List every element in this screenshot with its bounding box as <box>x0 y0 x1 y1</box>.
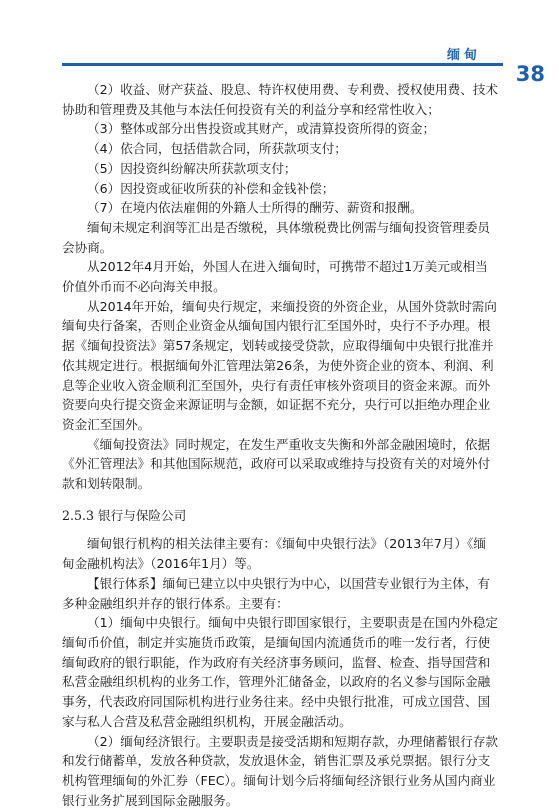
header-rule <box>62 63 503 66</box>
list-item-4: （4）依合同，包括借款合同，所获款项支付； <box>62 139 498 159</box>
running-header-country: 缅甸 <box>447 44 481 63</box>
list-item-2: （2）收益、财产获益、股息、特许权使用费、专利费、授权使用费、技术协助和管理费及其他与本法任何投资有关的利益分享和经常性收入； <box>62 80 498 119</box>
paragraph-central-bank-rules: 从2014年开始，缅甸央行规定，来缅投资的外资企业，从国外贷款时需向缅甸央行备案，否则企业资金从缅甸国内银行汇至国外时，央行不予办理。根据《缅甸投资法》第57条规定，划转或接受贷款，应取得缅甸中央银行批准并依其规定进行。根据缅甸外汇管理法第26条，为使外资企业的资本、利润、利息等企业收入资金顺利汇至国外，央行有责任审核外资项目的资金来源。而外资要向央行提交资金来源证明与金额，如证据不充分，央行可以拒绝办理企业资金汇至国外。 <box>62 297 498 435</box>
main-text <box>62 80 498 810</box>
paragraph-tax: 缅甸未规定利润等汇出是否缴税，具体缴税费比例需与缅甸投资管理委员会协商。 <box>62 218 498 257</box>
paragraph-central-bank: （1）缅甸中央银行。缅甸中央银行即国家银行，主要职责是在国内外稳定缅甸币价值，制定并实施货币政策，是缅甸国内流通货币的唯一发行者，行使缅甸政府的银行职能，作为政府有关经济事务顾问，监督、检查、指导国营和私营金融组织机构的业务工作，管理外汇储备金，以政府的名义参与国际金融事务，代表政府同国际机构进行业务往来。经中央银行批准，可成立国营、国家与私人合营及私营金融组织机构，开展金融活动。 <box>62 613 498 731</box>
list-item-5: （5）因投资纠纷解决所获款项支付； <box>62 159 498 179</box>
paragraph-customs: 从2012年4月开始，外国人在进入缅甸时，可携带不超过1万美元或相当价值外币而不必向海关申报。 <box>62 257 498 296</box>
list-item-7: （7）在境内依法雇佣的外籍人士所得的酬劳、薪资和报酬。 <box>62 198 498 218</box>
page-number: 38 <box>516 62 545 86</box>
paragraph-investment-law: 《缅甸投资法》同时规定，在发生严重收支失衡和外部金融困境时，依据《外汇管理法》和其他国际规范，政府可以采取或维持与投资有关的对境外付款和划转限制。 <box>62 435 498 494</box>
paragraph-economic-bank: （2）缅甸经济银行。主要职责是接受活期和短期存款，办理储蓄银行存款和发行储蓄单，发放各种贷款，发放退休金，销售汇票及承兑票据。银行分支机构管理缅甸的外汇券（FEC）。缅甸计划今后将缅甸经济银行业务从国内商业银行业务扩展到国际金融服务。 <box>62 732 498 810</box>
list-item-3: （3）整体或部分出售投资或其财产，或清算投资所得的资金； <box>62 119 498 139</box>
paragraph-banking-system: 【银行体系】缅甸已建立以中央银行为中心，以国营专业银行为主体，有多种金融组织并存的银行体系。主要有： <box>62 574 498 613</box>
list-item-6: （6）因投资或征收所获的补偿和金钱补偿； <box>62 179 498 199</box>
paragraph-banking-laws: 缅甸银行机构的相关法律主要有：《缅甸中央银行法》（2013年7月）《缅甸金融机构法》（2016年1月）等。 <box>62 534 498 573</box>
section-heading: 2.5.3 银行与保险公司 <box>62 506 498 526</box>
